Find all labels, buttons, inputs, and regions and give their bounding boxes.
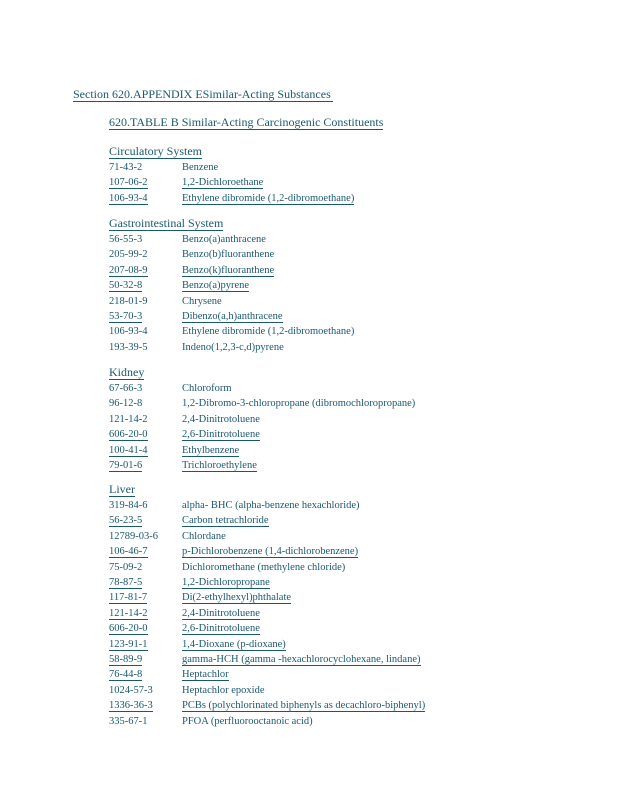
constituent-name-text: Benzo(b)fluoranthene — [182, 249, 275, 261]
table-row — [109, 160, 354, 175]
constituent-name-text: Benzo(a)anthracene — [182, 234, 266, 245]
cas-number-text: 67-66-3 — [109, 383, 143, 394]
cas-number — [109, 278, 182, 293]
cas-number-text: 53-70-3 — [109, 311, 143, 323]
constituent-name — [182, 381, 232, 396]
table-row — [109, 340, 354, 355]
cas-number-text: 75-09-2 — [109, 561, 143, 573]
group — [109, 363, 415, 473]
cas-number — [109, 652, 182, 667]
cas-number-text: 56-23-5 — [109, 515, 143, 527]
cas-number-text: 606-20-0 — [109, 429, 148, 441]
constituent-name — [182, 340, 284, 355]
table-row — [109, 381, 415, 396]
table-row — [109, 513, 425, 528]
cas-number-text: 100-41-4 — [109, 444, 148, 456]
constituent-name — [182, 575, 270, 590]
cas-number — [109, 263, 182, 278]
cas-number — [109, 544, 182, 559]
cas-number — [109, 232, 182, 247]
constituent-name — [182, 427, 260, 442]
constituent-name — [182, 396, 415, 411]
table-row — [109, 232, 354, 247]
cas-number — [109, 412, 182, 427]
section-title: Section 620.APPENDIX ESimilar-Acting Substances — [73, 87, 331, 101]
constituent-name — [182, 513, 269, 528]
constituent-name — [182, 263, 274, 278]
table-row — [109, 443, 415, 458]
table-row — [109, 247, 354, 262]
cas-number-text: 335-67-1 — [109, 715, 148, 727]
constituent-name — [182, 294, 222, 309]
constituent-name — [182, 160, 218, 175]
cas-number-text: 193-39-5 — [109, 341, 148, 353]
group-title: Gastrointestinal System — [109, 216, 224, 230]
cas-number-text: 76-44-8 — [109, 669, 143, 681]
table-row — [109, 191, 354, 206]
group-title: Liver — [109, 482, 135, 496]
cas-number — [109, 340, 182, 355]
constituent-name-text: Dibenzo(a,h)anthracene — [182, 311, 283, 323]
cas-number — [109, 396, 182, 411]
constituent-name-text: 2,4-Dinitrotoluene — [182, 413, 260, 425]
constituent-name — [182, 637, 286, 652]
cas-number-text: 107-06-2 — [109, 177, 148, 189]
cas-number — [109, 458, 182, 473]
constituent-name-text: p-Dichlorobenzene (1,4-dichlorobenzene) — [182, 546, 359, 558]
constituent-name — [182, 529, 226, 544]
constituent-name — [182, 232, 266, 247]
constituent-name — [182, 458, 257, 473]
table-row — [109, 498, 425, 513]
cas-number-text: 1336-36-3 — [109, 700, 153, 712]
table-row — [109, 590, 425, 605]
group — [109, 214, 354, 355]
constituent-name-text: Chlordane — [182, 530, 226, 542]
constituent-name-text: 1,2-Dibromo-3-chloropropane (dibromochloropropane) — [182, 398, 416, 410]
cas-number — [109, 324, 182, 339]
cas-number — [109, 606, 182, 621]
cas-number — [109, 683, 182, 698]
table-row — [109, 637, 425, 652]
cas-number-text: 79-01-6 — [109, 460, 143, 472]
cas-number — [109, 575, 182, 590]
table-row — [109, 294, 354, 309]
table-row — [109, 606, 425, 621]
constituent-name — [182, 191, 354, 206]
constituent-name-text: Benzene — [182, 162, 219, 173]
table-row — [109, 621, 425, 636]
table-row — [109, 560, 425, 575]
cas-number-text: 319-84-6 — [109, 500, 148, 511]
cas-number — [109, 175, 182, 190]
constituent-name-text: Heptachlor — [182, 669, 229, 681]
table-row — [109, 263, 354, 278]
constituent-name-text: 2,4-Dinitrotoluene — [182, 607, 260, 619]
constituent-name — [182, 324, 354, 339]
cas-number — [109, 498, 182, 513]
cas-number-text: 96-12-8 — [109, 398, 143, 410]
table-row — [109, 427, 415, 442]
constituent-name — [182, 652, 421, 667]
cas-number-text: 56-55-3 — [109, 234, 143, 245]
cas-number — [109, 698, 182, 713]
cas-number-text: 106-93-4 — [109, 192, 148, 204]
table-row — [109, 652, 425, 667]
cas-number — [109, 714, 182, 729]
cas-number-text: 58-89-9 — [109, 654, 143, 666]
cas-number — [109, 309, 182, 324]
cas-number — [109, 637, 182, 652]
table-row — [109, 412, 415, 427]
constituent-name-text: 2,6-Dinitrotoluene — [182, 429, 260, 441]
constituent-name-text: Chrysene — [182, 295, 222, 307]
cas-number-text: 106-46-7 — [109, 546, 148, 558]
table-row — [109, 575, 425, 590]
table-row — [109, 309, 354, 324]
group — [109, 142, 354, 206]
cas-number — [109, 560, 182, 575]
constituent-name-text: Benzo(a)pyrene — [182, 280, 250, 292]
table-row — [109, 529, 425, 544]
constituent-name-text: Trichloroethylene — [182, 460, 257, 472]
constituent-name-text: 1,4-Dioxane (p-dioxane) — [182, 638, 286, 650]
constituent-name-text: Carbon tetrachloride — [182, 515, 269, 527]
cas-number — [109, 590, 182, 605]
table-title: 620.TABLE B Similar-Acting Carcinogenic Constituents — [109, 115, 384, 129]
cas-number — [109, 381, 182, 396]
table-row — [109, 324, 354, 339]
constituent-name-text: Indeno(1,2,3-c,d)pyrene — [182, 341, 284, 353]
constituent-name-text: PFOA (perfluorooctanoic acid) — [182, 715, 313, 727]
constituent-name — [182, 498, 360, 513]
constituent-name-text: Benzo(k)fluoranthene — [182, 264, 275, 276]
constituent-name-text: Heptachlor epoxide — [182, 684, 265, 696]
constituent-name — [182, 544, 358, 559]
cas-number — [109, 667, 182, 682]
constituent-name — [182, 667, 229, 682]
constituent-name — [182, 621, 260, 636]
cas-number-text: 12789-03-6 — [109, 530, 158, 542]
cas-number — [109, 443, 182, 458]
cas-number — [109, 160, 182, 175]
group — [109, 480, 425, 729]
constituent-name — [182, 412, 260, 427]
cas-number-text: 50-32-8 — [109, 280, 143, 292]
table-row — [109, 458, 415, 473]
cas-number — [109, 621, 182, 636]
cas-number — [109, 427, 182, 442]
constituent-name — [182, 278, 249, 293]
constituent-name-text: Di(2-ethylhexyl)phthalate — [182, 592, 292, 604]
constituent-name-text: Ethylene dibromide (1,2-dibromoethane) — [182, 192, 355, 204]
cas-number-text: 218-01-9 — [109, 295, 148, 307]
constituent-name-text: Dichloromethane (methylene chloride) — [182, 561, 346, 573]
cas-number — [109, 529, 182, 544]
table-row — [109, 714, 425, 729]
table-row — [109, 698, 425, 713]
constituent-name-text: 1,2-Dichloropropane — [182, 577, 270, 589]
cas-number — [109, 191, 182, 206]
constituent-name-text: Ethylene dibromide (1,2-dibromoethane) — [182, 326, 355, 338]
cas-number-text: 106-93-4 — [109, 326, 148, 338]
cas-number — [109, 294, 182, 309]
group-title: Kidney — [109, 365, 145, 379]
table-row — [109, 544, 425, 559]
constituent-name-text: 1,2-Dichloroethane — [182, 177, 264, 189]
cas-number-text: 205-99-2 — [109, 249, 148, 261]
table-row — [109, 175, 354, 190]
cas-number-text: 123-91-1 — [109, 638, 148, 650]
constituent-name — [182, 247, 274, 262]
cas-number-text: 121-14-2 — [109, 413, 148, 425]
cas-number — [109, 247, 182, 262]
constituent-name — [182, 443, 239, 458]
constituent-name — [182, 714, 313, 729]
constituent-name — [182, 175, 263, 190]
constituent-name-text: gamma-HCH (gamma -hexachlorocyclohexane, lindane) — [182, 654, 421, 666]
constituent-name — [182, 606, 260, 621]
constituent-name — [182, 683, 265, 698]
table-row — [109, 396, 415, 411]
table-row — [109, 667, 425, 682]
constituent-name-text: Ethylbenzene — [182, 444, 240, 456]
constituent-name-text: PCBs (polychlorinated biphenyls as decachloro-biphenyl) — [182, 700, 426, 712]
cas-number-text: 78-87-5 — [109, 577, 143, 589]
group-title: Circulatory System — [109, 144, 202, 158]
cas-number-text: 207-08-9 — [109, 264, 148, 276]
constituent-name-text: alpha- BHC (alpha-benzene hexachloride) — [182, 500, 360, 511]
cas-number — [109, 513, 182, 528]
cas-number-text: 1024-57-3 — [109, 684, 153, 696]
table-row — [109, 683, 425, 698]
cas-number-text: 121-14-2 — [109, 607, 148, 619]
table-row — [109, 278, 354, 293]
constituent-name-text: Chloroform — [182, 383, 232, 394]
constituent-name-text: 2,6-Dinitrotoluene — [182, 623, 260, 635]
constituent-name — [182, 698, 425, 713]
cas-number-text: 117-81-7 — [109, 592, 148, 604]
cas-number-text: 71-43-2 — [109, 162, 143, 173]
constituent-name — [182, 560, 345, 575]
cas-number-text: 606-20-0 — [109, 623, 148, 635]
constituent-name — [182, 309, 283, 324]
constituent-name — [182, 590, 291, 605]
